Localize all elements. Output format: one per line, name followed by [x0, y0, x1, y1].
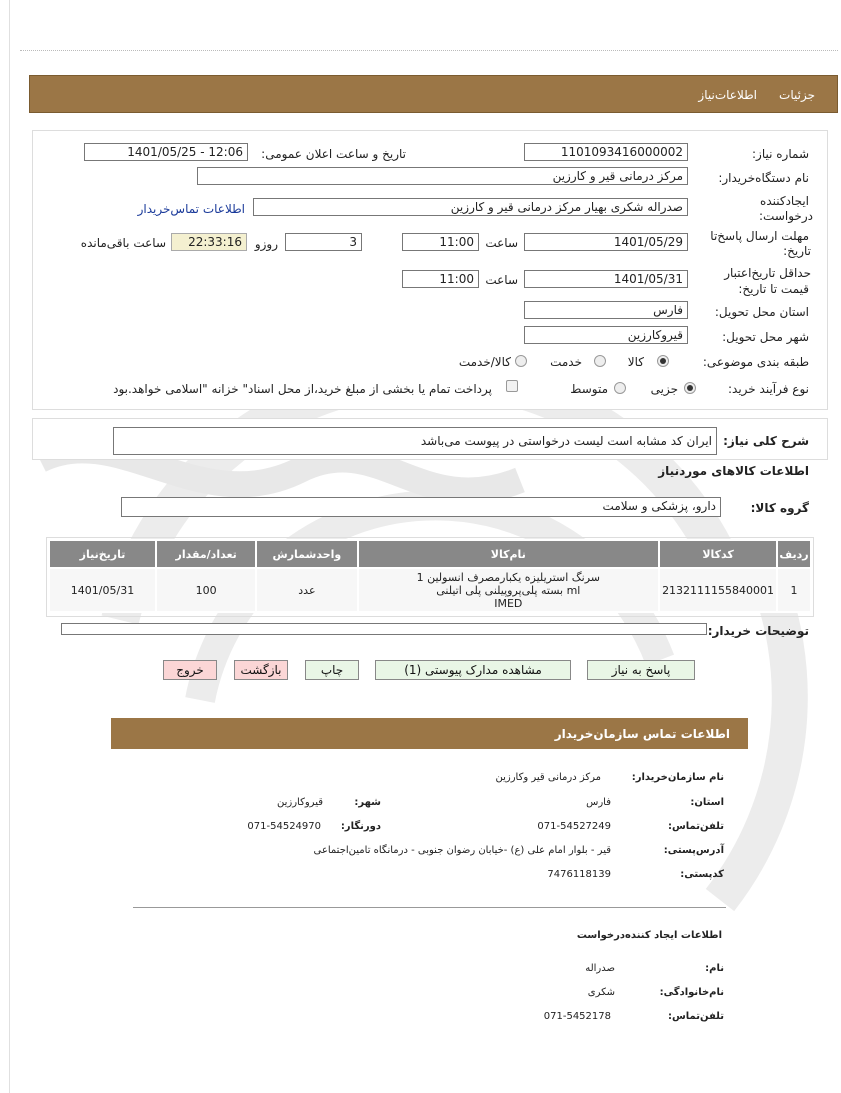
tab-details[interactable]: جزئیات: [779, 88, 815, 102]
creator-field[interactable]: صدراله شکری بهیار مرکز درمانی قیر و کارزین: [253, 198, 688, 216]
province-field[interactable]: فارس: [524, 301, 688, 319]
goods-group-field: دارو، پزشکی و سلامت: [121, 497, 721, 517]
deadline-date-field[interactable]: 1401/05/29: [524, 233, 688, 251]
contact-phone-value: 071-54527249: [537, 821, 611, 832]
row-code: 2132111155840001: [659, 568, 777, 612]
buyer-label: نام دستگاه‌خریدار:: [718, 171, 809, 185]
category-service-label: خدمت: [550, 355, 582, 369]
print-button[interactable]: چاپ: [305, 660, 359, 680]
creator-label-1: ایجادکننده: [760, 194, 809, 208]
category-goods-service-label: کالا/خدمت: [458, 355, 511, 369]
left-border: [9, 0, 10, 1093]
org-value: مرکز درمانی قیر وکارزین: [495, 772, 601, 783]
treasury-payment-checkbox[interactable]: [506, 380, 518, 392]
contact-city-value: قیروکارزین: [276, 797, 323, 808]
contact-address-value: قیر - بلوار امام علی (ع) -خیابان رضوان جنوبی - درمانگاه تامین‌اجتماعی: [313, 845, 611, 856]
col-qty-header: تعداد/مقدار: [156, 540, 256, 568]
table-row: [49, 568, 811, 612]
buyer-notes-field: [61, 623, 707, 635]
process-minor-radio[interactable]: [684, 382, 696, 394]
exit-button[interactable]: خروج: [163, 660, 217, 680]
process-label: نوع فرآیند خرید:: [728, 382, 809, 396]
col-name-header: نام‌کالا: [358, 540, 660, 568]
contact-header-bar: [111, 718, 748, 749]
need-number-field[interactable]: 1101093416000002: [524, 143, 688, 161]
row-date: 1401/05/31: [49, 568, 156, 612]
reply-button[interactable]: پاسخ به نیاز: [587, 660, 695, 680]
creator-name-label: نام:: [705, 963, 724, 974]
creator-label-2: درخواست:: [759, 209, 813, 223]
announce-label: تاریخ و ساعت اعلان عمومی:: [261, 147, 406, 161]
deadline-label-1: مهلت ارسال پاسخ‌تا: [710, 229, 809, 243]
header-bar: [29, 75, 838, 113]
creator-family-value: شکری: [587, 987, 615, 998]
contact-city-label: شهر:: [354, 797, 381, 808]
items-table: [48, 539, 812, 613]
org-label: نام سازمان‌خریدار:: [631, 772, 724, 783]
contact-fax-value: 071-54524970: [247, 821, 321, 832]
col-unit-header: واحدشمارش: [256, 540, 357, 568]
row-name-line-3: IMED: [494, 596, 523, 610]
days-label: روزو: [254, 237, 278, 251]
row-name-line-2: ml بسته پلی‌پروپیلنی پلی اتیلنی: [436, 583, 581, 597]
buyer-notes-label: توضیحات خریدار:: [707, 624, 809, 638]
validity-hour-label: ساعت: [485, 273, 518, 287]
category-goods-service-radio[interactable]: [515, 355, 527, 367]
row-index: 1: [777, 568, 811, 612]
col-code-header: کدکالا: [659, 540, 777, 568]
deadline-hour-label: ساعت: [485, 236, 518, 250]
validity-label-1: حداقل تاریخ‌اعتبار: [724, 266, 811, 280]
process-medium-label: متوسط: [570, 382, 608, 396]
buyer-field[interactable]: مرکز درمانی قیر و کارزین: [197, 167, 688, 185]
validity-time-field[interactable]: 11:00: [402, 270, 479, 288]
validity-date-field[interactable]: 1401/05/31: [524, 270, 688, 288]
contact-fax-label: دورنگار:: [340, 821, 381, 832]
summary-field: ایران کد مشابه است لیست درخواستی در پیوست می‌باشد: [113, 427, 717, 455]
process-minor-label: جزیی: [650, 382, 678, 396]
row-name-line-1: سرنگ استریلیزه یکبارمصرف انسولین 1: [416, 570, 600, 584]
summary-label: شرح کلی نیاز:: [723, 434, 809, 448]
col-date-header: تاریخ‌نیاز: [49, 540, 156, 568]
top-divider: [20, 50, 838, 52]
creator-phone-label: تلفن‌تماس:: [667, 1011, 724, 1022]
contact-postal-value: 7476118139: [547, 869, 611, 880]
contact-phone-label: تلفن‌تماس:: [667, 821, 724, 832]
need-number-label: شماره نیاز:: [752, 147, 809, 161]
category-label: طبقه بندی موضوعی:: [702, 355, 809, 369]
goods-group-label: گروه کالا:: [750, 501, 809, 515]
category-goods-label: کالا: [627, 355, 644, 369]
back-button[interactable]: بازگشت: [234, 660, 288, 680]
view-attachments-button[interactable]: مشاهده مدارک پیوستی (1): [375, 660, 571, 680]
contact-title: اطلاعات تماس سازمان‌خریدار: [554, 727, 730, 741]
announce-field[interactable]: 1401/05/25 - 12:06: [84, 143, 248, 161]
remaining-label: ساعت باقی‌مانده: [80, 236, 166, 250]
contact-province-value: فارس: [586, 797, 611, 808]
category-service-radio[interactable]: [594, 355, 606, 367]
contact-address-label: آدرس‌پستی:: [663, 845, 724, 856]
creator-family-label: نام‌خانوادگی:: [659, 987, 724, 998]
row-unit: عدد: [256, 568, 357, 612]
goods-info-title: اطلاعات کالاهای موردنیاز: [658, 464, 809, 478]
row-qty: 100: [156, 568, 256, 612]
tab-need-info[interactable]: اطلاعات‌نیاز: [698, 88, 757, 102]
col-index-header: ردیف: [777, 540, 811, 568]
province-label: استان محل تحویل:: [714, 305, 809, 319]
creator-name-value: صدراله: [585, 963, 615, 974]
days-field[interactable]: 3: [285, 233, 362, 251]
validity-label-2: قیمت تا تاریخ:: [738, 282, 809, 296]
city-label: شهر محل تحویل:: [722, 330, 809, 344]
deadline-label-2: تاریخ:: [783, 244, 811, 258]
city-field[interactable]: قیروکارزین: [524, 326, 688, 344]
contact-province-label: استان:: [690, 797, 724, 808]
remaining-time-field: 22:33:16: [171, 233, 247, 251]
category-goods-radio[interactable]: [657, 355, 669, 367]
creator-phone-value: 071-5452178: [543, 1011, 611, 1022]
process-medium-radio[interactable]: [614, 382, 626, 394]
treasury-payment-note: پرداخت تمام یا بخشی از مبلغ خرید،از محل اسناد" خزانه "اسلامی خواهد.بود: [113, 382, 492, 396]
contact-divider: [133, 907, 726, 908]
contact-postal-label: کدپستی:: [680, 869, 724, 880]
creator-info-title: اطلاعات ایجاد کننده‌درخواست: [576, 930, 722, 941]
row-name: [358, 568, 660, 612]
buyer-contact-link[interactable]: اطلاعات تماس‌خریدار: [137, 202, 245, 216]
deadline-time-field[interactable]: 11:00: [402, 233, 479, 251]
